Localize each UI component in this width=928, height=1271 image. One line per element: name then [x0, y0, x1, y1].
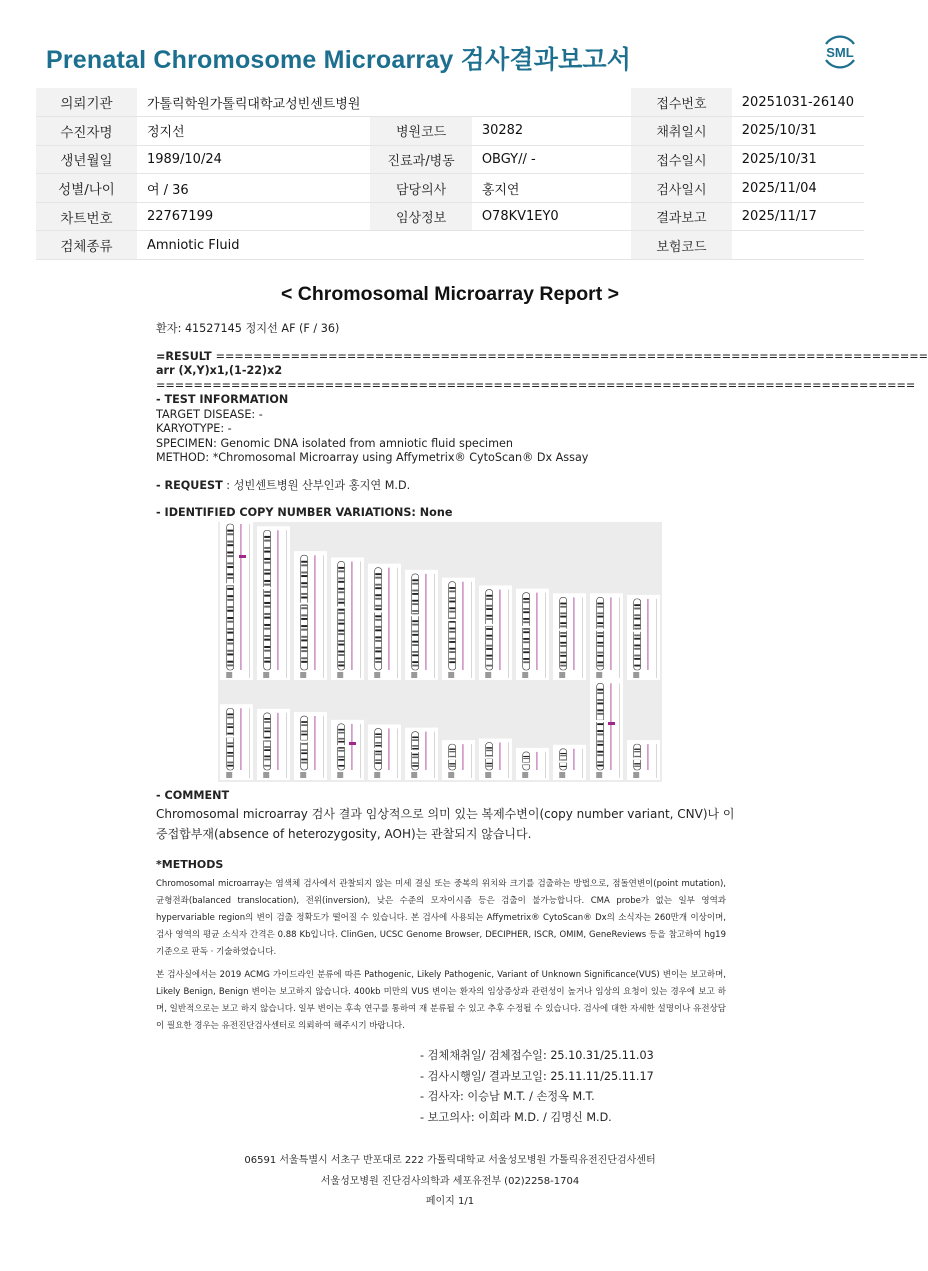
footer	[0, 1151, 900, 1213]
chromosome-14	[257, 709, 290, 780]
chromosome-13	[220, 704, 253, 780]
info-label: 결과보고	[631, 202, 732, 231]
cnv-heading: - IDENTIFIED COPY NUMBER VARIATIONS: None	[156, 506, 453, 519]
info-label: 보험코드	[631, 231, 732, 260]
info-value: 20251031-26140	[732, 88, 864, 117]
chromosome-22	[553, 745, 586, 780]
info-row	[36, 174, 864, 203]
info-label: 진료과/병동	[370, 145, 471, 174]
info-row	[36, 231, 864, 260]
sml-logo	[818, 30, 862, 74]
info-label: 차트번호	[36, 202, 137, 231]
info-value: Amniotic Fluid	[137, 231, 371, 260]
chromosome-1	[220, 520, 253, 680]
info-value: O78KV1EY0	[472, 202, 631, 231]
logo-text: SML	[826, 45, 854, 60]
info-row	[36, 202, 864, 231]
report-body	[156, 322, 928, 521]
info-value: 22767199	[137, 202, 371, 231]
signoff-technicians: - 검사자: 이승남 M.T. / 손정옥 M.T.	[420, 1090, 595, 1103]
info-label	[370, 88, 471, 117]
info-label: 수진자명	[36, 117, 137, 146]
info-label: 담당의사	[370, 174, 471, 203]
chromosome-16	[331, 720, 364, 780]
info-row	[36, 88, 864, 117]
chromosome-2	[257, 526, 290, 680]
chromosome-5	[368, 564, 401, 680]
specimen: SPECIMEN: Genomic DNA isolated from amniotic fluid specimen	[156, 436, 513, 450]
info-value: 가톨릭학원가톨릭대학교성빈센트병원	[137, 88, 371, 117]
request-line	[156, 479, 736, 494]
info-label: 검체종류	[36, 231, 137, 260]
signoff-dates-2: - 검사시행일/ 결과보고일: 25.11.11/25.11.17	[420, 1069, 654, 1083]
result-line	[156, 349, 928, 365]
report-title: < Chromosomal Microarray Report >	[280, 283, 620, 305]
chromosome-3	[294, 551, 327, 680]
patient-info-table	[36, 88, 864, 260]
chromosome-6	[405, 570, 438, 680]
page-title: Prenatal Chromosome Microarray 검사결과보고서	[46, 46, 632, 74]
comment-section	[156, 789, 736, 844]
info-value: 30282	[472, 117, 631, 146]
karyotype: KARYOTYPE: -	[156, 422, 232, 435]
info-value: 2025/10/31	[732, 117, 864, 146]
info-label: 채취일시	[631, 117, 732, 146]
signoff-dates-1: - 검체채취일/ 검체접수일: 25.10.31/25.11.03	[420, 1049, 654, 1062]
page-number: 페이지 1/1	[425, 1196, 475, 1207]
report-header	[46, 40, 866, 80]
result-rule: ============================================================================	[215, 349, 928, 363]
methods-heading: *METHODS	[156, 858, 224, 871]
comment-text: Chromosomal microarray 검사 결과 임상적으로 의미 있는 복제수변이(copy number variant, CNV)나 이중접합부재(absence of heterozygosity, AOH)는 관찰되지 않습니다.	[156, 807, 735, 841]
info-label: 접수번호	[631, 88, 732, 117]
info-value: 2025/11/17	[732, 202, 864, 231]
patient-line: 환자: 41527145 정지선 AF (F / 36)	[156, 322, 340, 335]
chromosome-10	[553, 593, 586, 680]
info-row	[36, 117, 864, 146]
chromosome-18	[405, 728, 438, 780]
request-label: - REQUEST	[156, 478, 223, 492]
info-value	[472, 231, 631, 260]
method: METHOD: *Chromosomal Microarray using Affymetrix® CytoScan® Dx Assay	[156, 451, 589, 464]
info-value: 여 / 36	[137, 174, 371, 203]
chromosome-17	[368, 725, 401, 780]
chromosome-19	[442, 740, 475, 780]
chromosome-9	[516, 589, 549, 680]
chromosome-15	[294, 712, 327, 780]
info-label: 병원코드	[370, 117, 471, 146]
info-label: 성별/나이	[36, 174, 137, 203]
chromosome-4	[331, 557, 364, 680]
test-info-heading: - TEST INFORMATION	[156, 393, 289, 406]
separator-rule: =================================================================================	[156, 378, 916, 392]
target-disease: TARGET DISEASE: -	[156, 407, 263, 421]
request-value: : 성빈센트병원 산부인과 홍지연 M.D.	[222, 478, 411, 492]
info-value: 2025/10/31	[732, 145, 864, 174]
methods-paragraph-2: 본 검사실에서는 2019 ACMG 가이드라인 분류에 따른 Pathogenic, Likely Pathogenic, Variant of Unknown Significance(VUS) 변이는 보고하며, Likely Benign, Benign 변이는 보고하지 않습니다. 400kb 미만의 VUS 변이는 환자의 임상증상과 관련성이 높거나 임상의 요청이 있는 경우에 보고 하며, 일반적으로는 보고 하지 않습니다. 일부 변이는 후속 연구를 통하여 재 분류될 수 있고 추후 수정될 수 있습니다. 검사에 대한 자세한 설명이나 유전상담이 필요한 경우는 유전진단검사센터로 의뢰하여 해주시기 바랍니다.	[156, 970, 726, 1031]
info-value	[732, 231, 864, 260]
chromosome-Y	[627, 740, 660, 780]
info-value: 2025/11/04	[732, 174, 864, 203]
methods-paragraph-1: Chromosomal microarray는 염색체 검사에서 관찰되지 않는 미세 결실 또는 중복의 위치와 크기를 검출하는 방법으로, 점돌연변이(point mutation), 균형전좌(balanced translocation), 전위(inversion), 낮은 수준의 모자이시즘 등은 검출이 불가능합니다. CMA probe가 없는 일부 영역과 hypervariable region의 변이 검출 정확도가 떨어질 수 있습니다. 본 검사에 사용되는 Affymetrix® CytoScan® Dx의 소식자는 260만개 이상이며, 검사 영역의 평균 소식자 간격은 0.88 Kb입니다. ClinGen, UCSC Genome Browser, DECIPHER, ISCR, OMIM, GeneReviews 등을 참고하여 hg19 기준으로 판독 · 기술하였습니다.	[156, 879, 726, 957]
info-value: 홍지연	[472, 174, 631, 203]
comment-heading: - COMMENT	[156, 789, 230, 802]
info-label: 검사일시	[631, 174, 732, 203]
result-label: =RESULT	[156, 349, 216, 363]
info-value: OBGY// -	[472, 145, 631, 174]
result-value: arr (X,Y)x1,(1-22)x2	[156, 364, 283, 377]
chromosome-21	[516, 748, 549, 780]
info-label: 임상정보	[370, 202, 471, 231]
chromosome-8	[479, 586, 512, 680]
info-label: 접수일시	[631, 145, 732, 174]
chromosome-20	[479, 739, 512, 780]
chromosome-12	[627, 595, 660, 680]
methods-section	[156, 858, 726, 1041]
info-label: 의뢰기관	[36, 88, 137, 117]
info-value	[472, 88, 631, 117]
info-label	[370, 231, 471, 260]
chromosome-7	[442, 578, 475, 680]
info-value: 정지선	[137, 117, 371, 146]
info-label: 생년월일	[36, 145, 137, 174]
chromosome-11	[590, 593, 623, 680]
signoff	[420, 1046, 654, 1128]
info-value: 1989/10/24	[137, 145, 371, 174]
signoff-physicians: - 보고의사: 이희라 M.D. / 김명신 M.D.	[420, 1110, 612, 1124]
footer-address: 06591 서울특별시 서초구 반포대로 222 가톨릭대학교 서울성모병원 가톨릭유전진단검사센터	[244, 1155, 656, 1166]
chromosome-X	[590, 679, 623, 780]
karyogram	[218, 522, 662, 782]
info-row	[36, 145, 864, 174]
footer-department: 서울성모병원 진단검사의학과 세포유전부 (02)2258-1704	[320, 1175, 580, 1187]
